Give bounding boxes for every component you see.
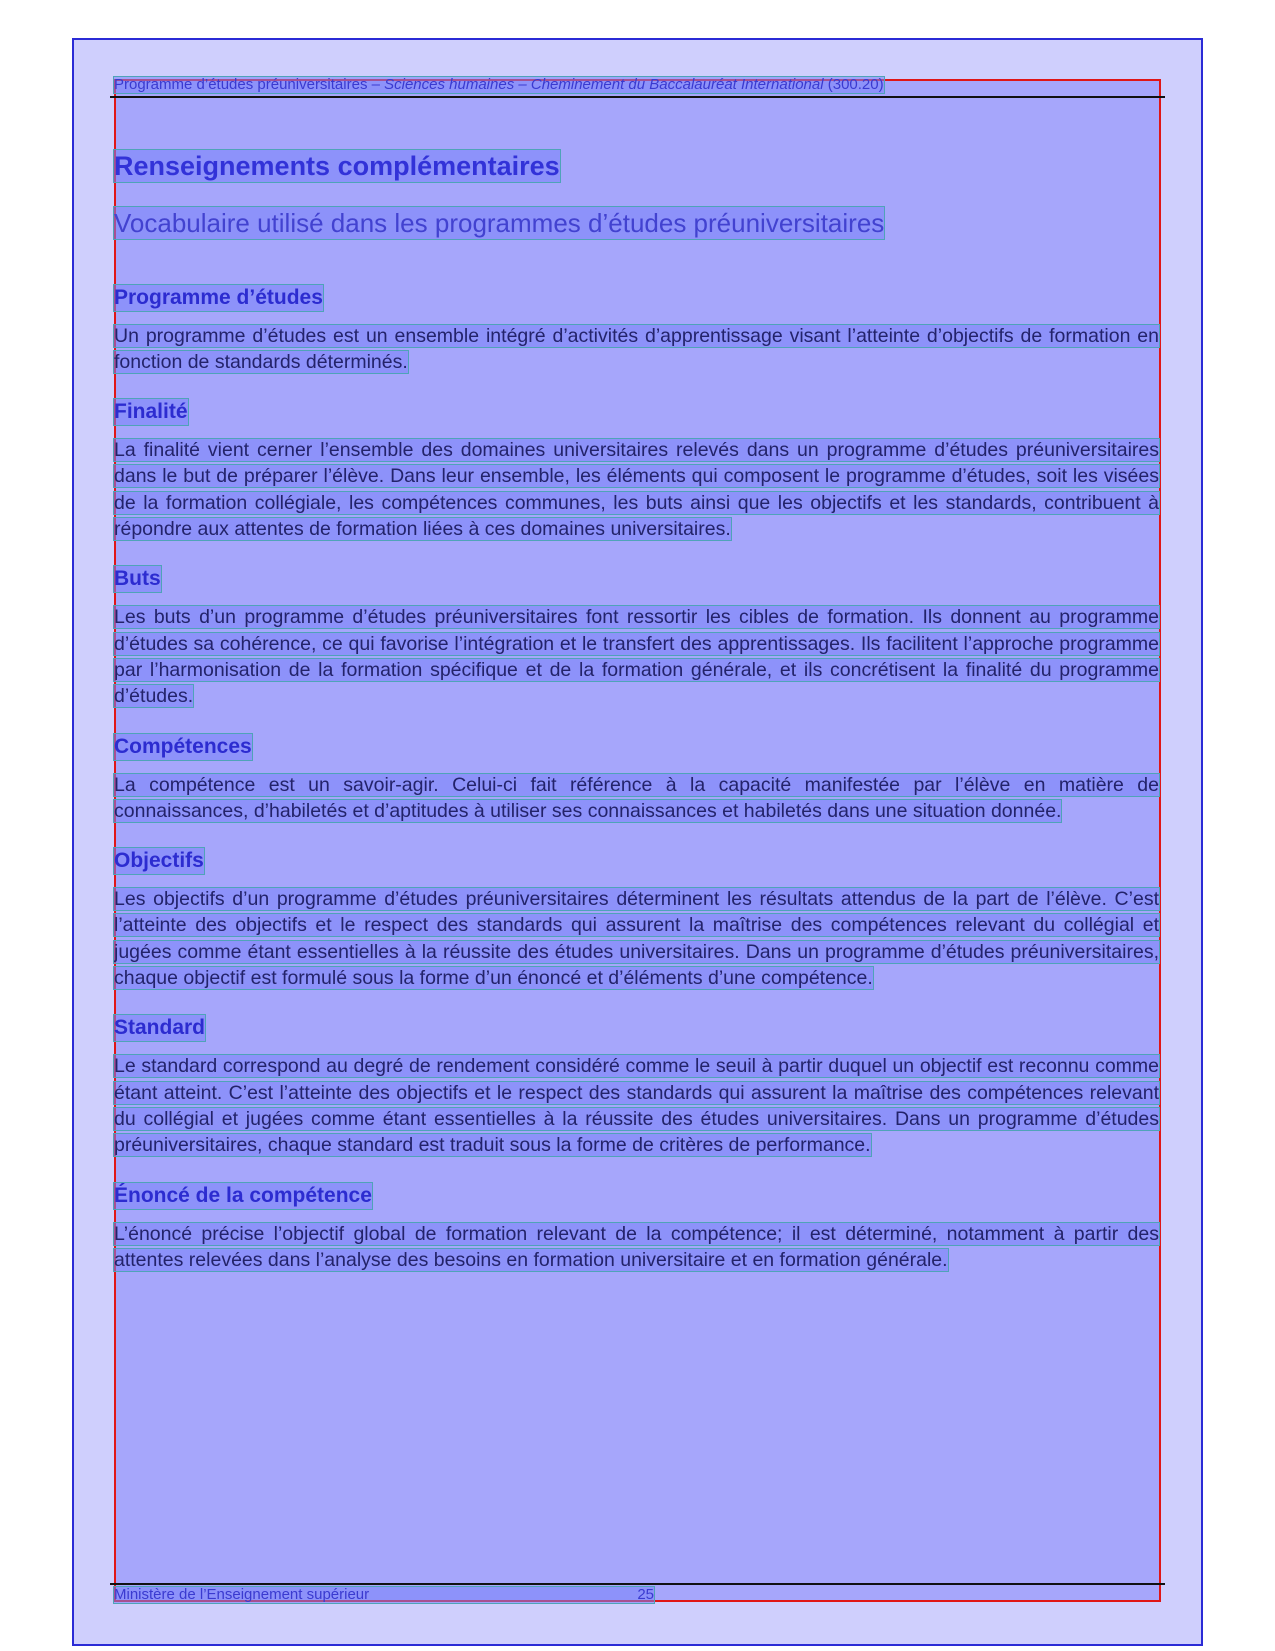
section-heading: Buts <box>114 567 161 591</box>
section-buts <box>114 566 1159 709</box>
document-body <box>114 150 1159 1273</box>
section-competences <box>114 734 1159 825</box>
section-heading: Standard <box>114 1016 206 1040</box>
section-heading: Finalité <box>114 400 188 424</box>
section-paragraph: La finalité vient cerner l’ensemble des domaines universitaires relevés dans un programme d’études préuniversitaires dans le but de préparer l’élève. Dans leur ensemble, les éléments qui composent le programme d’études, soit les visées de la formation collégiale, les compétences communes, les buts ainsi que les objectifs et les standards, contribuent à répondre aux attentes de formation liées à ces domaines universitaires. <box>114 439 1159 541</box>
header-rule <box>110 96 1165 98</box>
section-paragraph: Un programme d’études est un ensemble intégré d’activités d’apprentissage visant l’atteinte d’objectifs de formation en fonction de standards déterminés. <box>114 324 1159 373</box>
section-heading: Programme d’études <box>114 285 323 309</box>
section-programme <box>114 285 1159 376</box>
footer-rule <box>110 1583 1165 1585</box>
section-paragraph: Les objectifs d’un programme d’études préuniversitaires déterminent les résultats attendus de la part de l’élève. C’est l’atteinte des objectifs et le respect des standards qui assurent la maîtrise des compétences relevant du collégial et jugées comme étant essentielles à la réussite des études universitaires. Dans un programme d’études préuniversitaires, chaque objectif est formulé sous la forme d’un énoncé et d’éléments d’une compétence. <box>114 888 1159 990</box>
section-standard <box>114 1015 1159 1158</box>
page-title: Renseignements complémentaires <box>114 151 560 181</box>
section-enonce <box>114 1183 1159 1274</box>
section-paragraph: L’énoncé précise l’objectif global de formation relevant de la compétence; il est déterminé, notamment à partir des attentes relevées dans l’analyse des besoins en formation universitaire et en formation générale. <box>114 1222 1159 1271</box>
page-number: 25 <box>637 1586 654 1603</box>
header-italic: Sciences humaines – Cheminement du Baccalauréat International <box>384 76 824 93</box>
section-objectifs <box>114 848 1159 991</box>
section-paragraph: La compétence est un savoir-agir. Celui-ci fait référence à la capacité manifestée par l’élève en matière de connaissances, d’habiletés et d’aptitudes à utiliser ses connaissances et habiletés dans une situation donnée. <box>114 773 1159 822</box>
section-finalite <box>114 399 1159 542</box>
running-header <box>114 77 884 93</box>
section-heading: Énoncé de la compétence <box>114 1183 372 1207</box>
section-paragraph: Le standard correspond au degré de rendement considéré comme le seuil à partir duquel un objectif est reconnu comme étant atteint. C’est l’atteinte des objectifs et le respect des standards qui assurent la maîtrise des compétences relevant du collégial et jugées comme étant essentielles à la réussite des études universitaires. Dans un programme d’études préuniversitaires, chaque standard est traduit sous la forme de critères de performance. <box>114 1055 1159 1157</box>
footer-ministry: Ministère de l’Enseignement supérieur <box>114 1586 370 1603</box>
page-subtitle: Vocabulaire utilisé dans les programmes d’études préuniversitaires <box>114 208 885 238</box>
header-prefix: Programme d’études préuniversitaires – <box>114 76 385 93</box>
header-suffix: (300.20) <box>823 76 884 93</box>
running-footer <box>114 1587 654 1603</box>
section-paragraph: Les buts d’un programme d’études préuniversitaires font ressortir les cibles de formation. Ils donnent au programme d’études sa cohérence, ce qui favorise l’intégration et le transfert des apprentissages. Ils facilitent l’approche programme par l’harmonisation de la formation spécifique et de la formation générale, et ils concrétisent la finalité du programme d’études. <box>114 606 1159 708</box>
section-heading: Compétences <box>114 734 252 758</box>
section-heading: Objectifs <box>114 849 204 873</box>
